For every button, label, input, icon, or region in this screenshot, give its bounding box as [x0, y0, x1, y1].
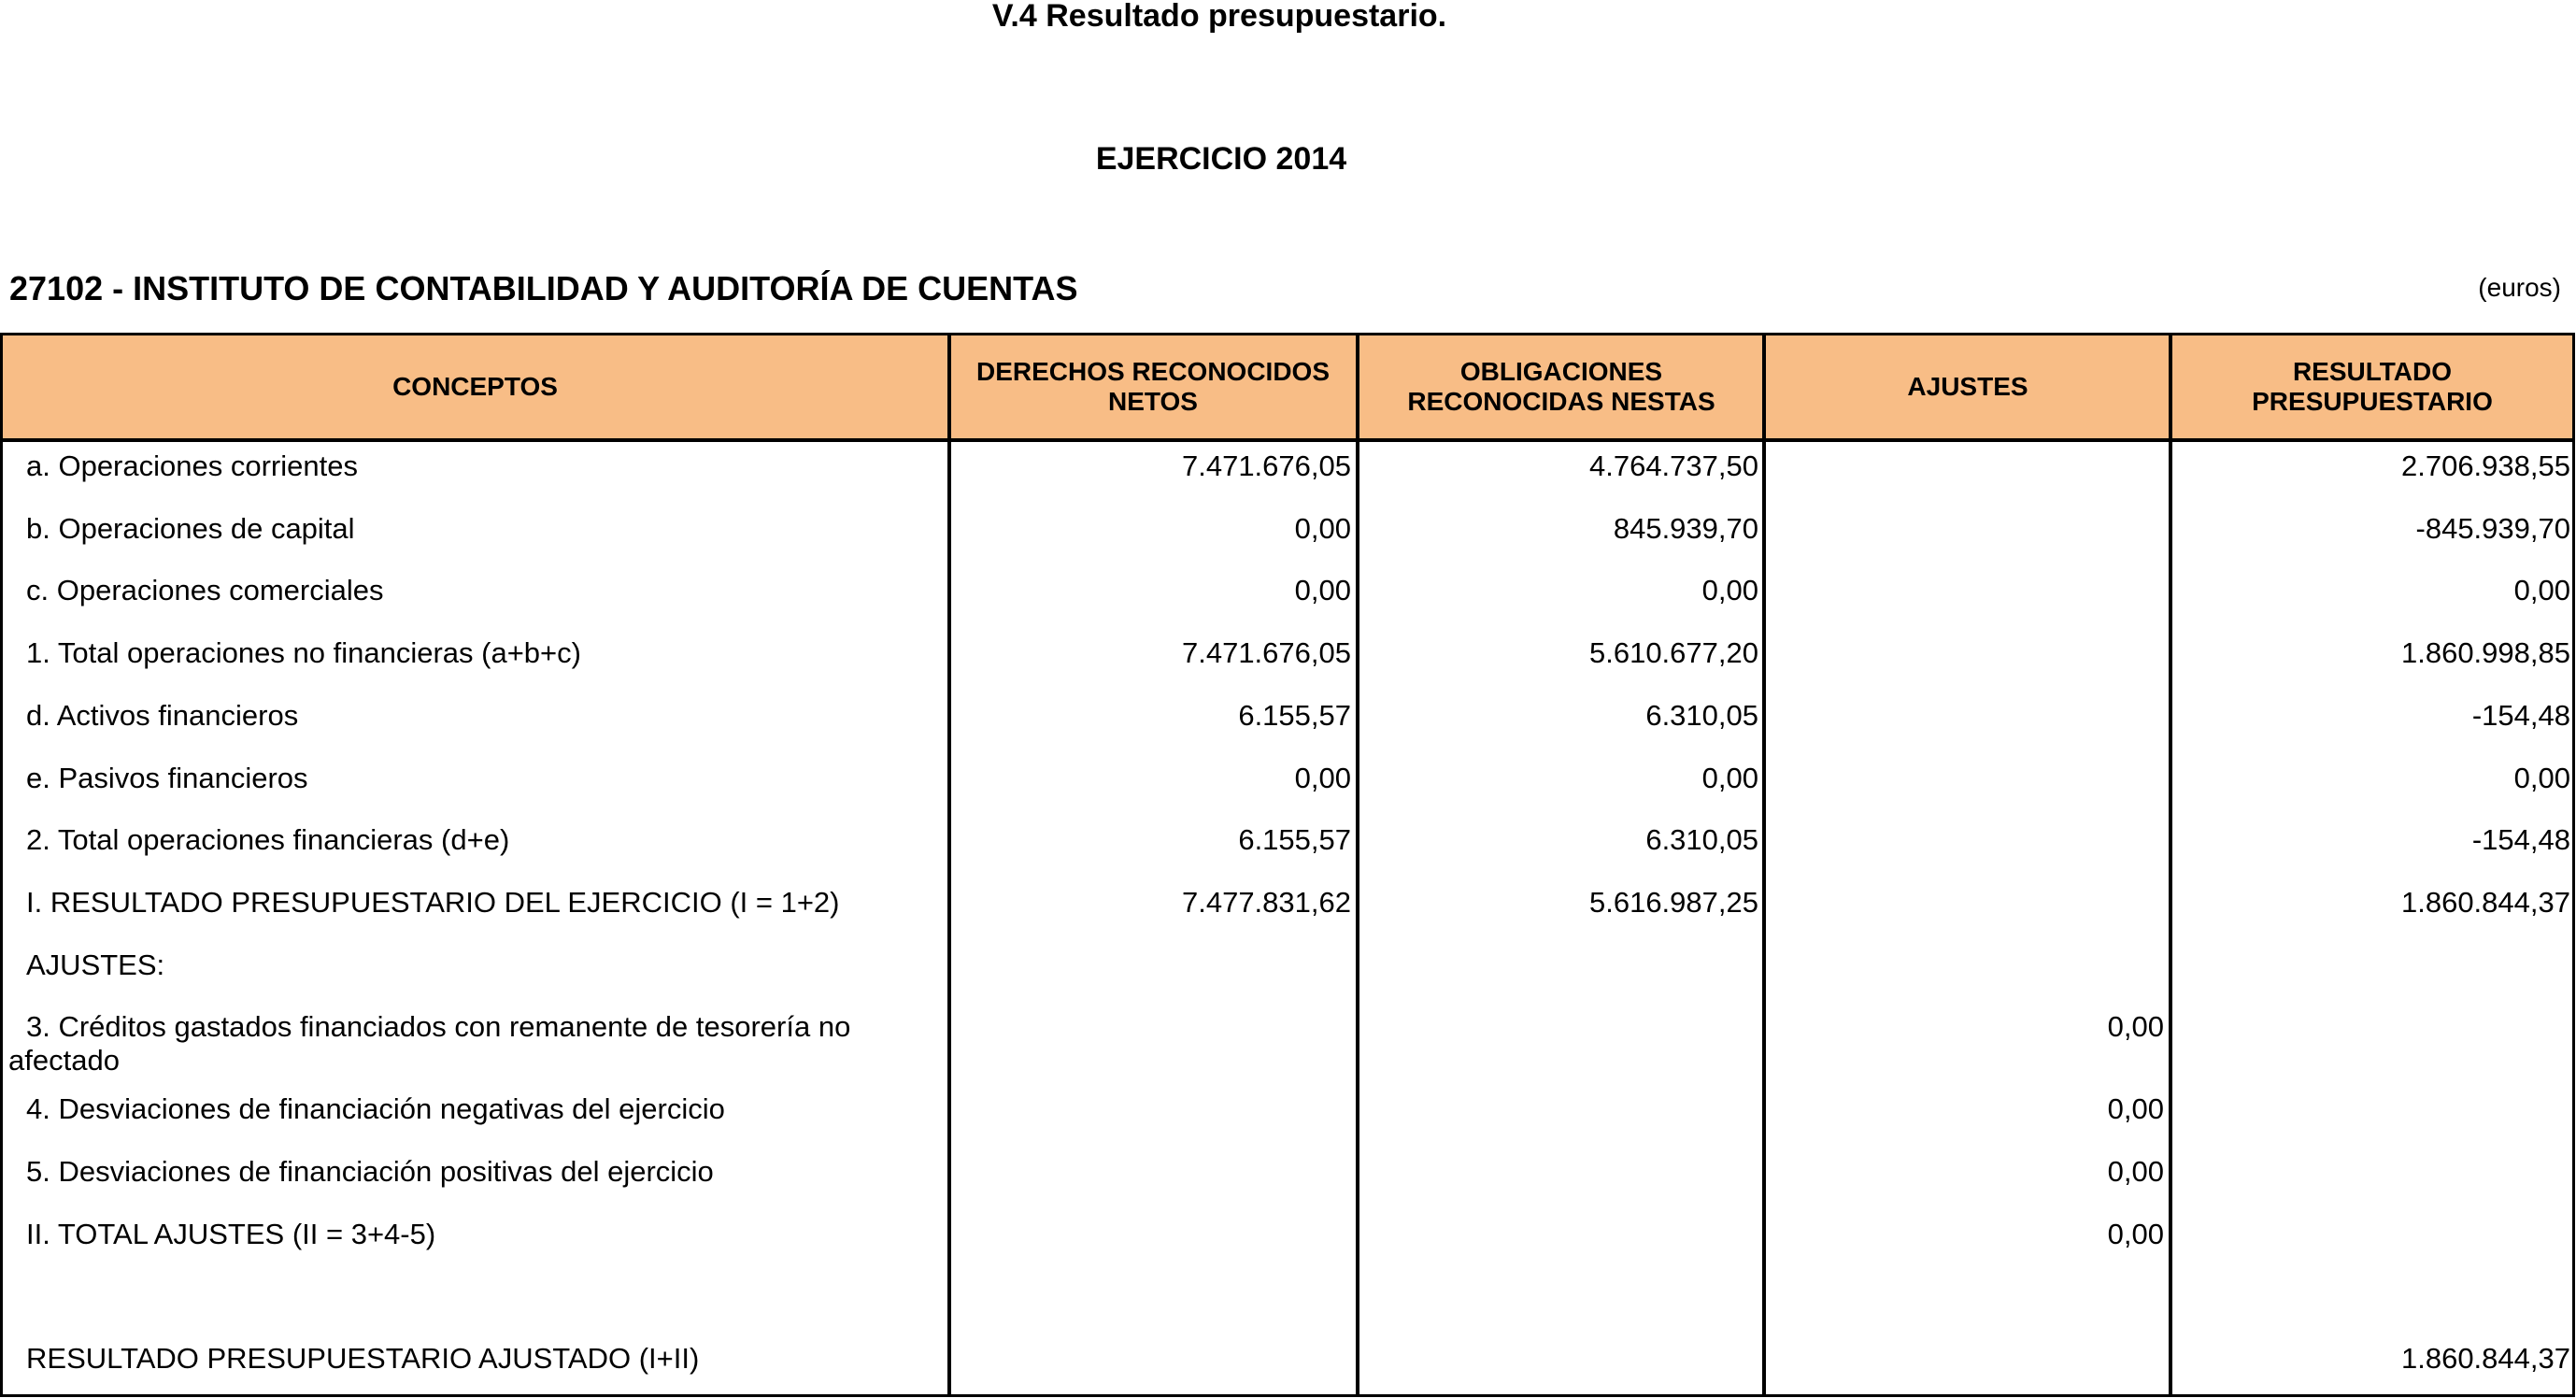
table-row	[3, 699, 2572, 755]
row-obligations: 5.616.987,25	[1588, 886, 1758, 919]
header-rights-line1: DERECHOS RECONOCIDOS	[975, 357, 1331, 386]
entity-title: 27102 - INSTITUTO DE CONTABILIDAD Y AUDITORÍA DE CUENTAS	[9, 269, 1078, 307]
row-result: 0,00	[2513, 574, 2570, 606]
row-concept: I. RESULTADO PRESUPUESTARIO DEL EJERCICIO (I = 1+2)	[26, 886, 840, 919]
row-rights: 7.477.831,62	[1181, 886, 1351, 919]
row-result: 1.860.844,37	[2400, 886, 2570, 919]
header-concepts	[3, 335, 947, 438]
row-obligations: 0,00	[1701, 574, 1758, 606]
table-row	[3, 636, 2572, 692]
row-adjustments: 0,00	[2107, 1010, 2164, 1043]
row-adjustments: 0,00	[2107, 1155, 2164, 1188]
row-concept: 5. Desviaciones de financiación positivas del ejercicio	[26, 1155, 714, 1188]
row-obligations: 6.310,05	[1645, 823, 1758, 856]
row-rights: 0,00	[1294, 574, 1351, 606]
header-adjustments	[1766, 335, 2170, 438]
row-concept: b. Operaciones de capital	[26, 512, 355, 545]
row-concept: 3. Créditos gastados financiados con remanente de tesorería no afectado	[8, 1010, 851, 1077]
header-concepts-label: CONCEPTOS	[392, 372, 558, 401]
row-concept: AJUSTES:	[26, 949, 165, 981]
row-concept: 2. Total operaciones financieras (d+e)	[26, 823, 510, 856]
header-rights-line2: NETOS	[1108, 387, 1198, 416]
table-row	[3, 1218, 2572, 1274]
table-row	[3, 1010, 2572, 1094]
units-label: (euros)	[2478, 273, 2561, 302]
row-concept: II. TOTAL AJUSTES (II = 3+4-5)	[26, 1218, 436, 1250]
report-title: V.4 Resultado presupuestario.	[991, 0, 1447, 34]
row-concept: e. Pasivos financieros	[26, 762, 308, 794]
row-rights: 6.155,57	[1238, 699, 1351, 732]
header-result-line1: RESULTADO	[2292, 357, 2453, 386]
table-row	[3, 949, 2572, 1005]
row-obligations: 6.310,05	[1645, 699, 1758, 732]
table-row	[3, 762, 2572, 818]
row-result: -154,48	[2471, 823, 2570, 856]
row-obligations: 4.764.737,50	[1588, 449, 1758, 482]
row-rights: 7.471.676,05	[1181, 449, 1351, 482]
table-row-total	[3, 1342, 2572, 1398]
table-row	[3, 823, 2572, 879]
row-rights: 0,00	[1294, 512, 1351, 545]
row-result: 1.860.844,37	[2400, 1342, 2570, 1375]
table-header	[3, 335, 2572, 442]
row-concept: 4. Desviaciones de financiación negativas del ejercicio	[26, 1092, 725, 1125]
row-rights: 7.471.676,05	[1181, 636, 1351, 669]
row-concept: c. Operaciones comerciales	[26, 574, 384, 606]
header-adjustments-label: AJUSTES	[1907, 372, 2028, 401]
header-obligations-line2: RECONOCIDAS NESTAS	[1407, 387, 1715, 416]
table-row	[3, 886, 2572, 942]
table-row	[3, 449, 2572, 506]
table-row	[3, 1155, 2572, 1211]
table-row	[3, 512, 2572, 568]
row-adjustments: 0,00	[2107, 1218, 2164, 1250]
budget-result-table	[0, 333, 2575, 1397]
row-concept: d. Activos financieros	[26, 699, 299, 732]
row-result: -154,48	[2471, 699, 2570, 732]
row-rights: 6.155,57	[1238, 823, 1351, 856]
row-rights: 0,00	[1294, 762, 1351, 794]
header-rights	[950, 335, 1356, 438]
row-result: 0,00	[2513, 762, 2570, 794]
row-concept: RESULTADO PRESUPUESTARIO AJUSTADO (I+II)	[26, 1342, 700, 1375]
row-result: -845.939,70	[2415, 512, 2570, 545]
table-row	[3, 1092, 2572, 1148]
row-obligations: 845.939,70	[1613, 512, 1758, 545]
header-obligations-line1: OBLIGACIONES	[1459, 357, 1663, 386]
table-row	[3, 574, 2572, 630]
row-result: 2.706.938,55	[2400, 449, 2570, 482]
row-obligations: 0,00	[1701, 762, 1758, 794]
row-result: 1.860.998,85	[2400, 636, 2570, 669]
header-result	[2172, 335, 2572, 438]
header-obligations	[1359, 335, 1763, 438]
header-result-line2: PRESUPUESTARIO	[2252, 387, 2493, 416]
row-adjustments: 0,00	[2107, 1092, 2164, 1125]
exercise-title: EJERCICIO 2014	[1095, 141, 1347, 177]
row-concept: 1. Total operaciones no financieras (a+b+c)	[26, 636, 581, 669]
row-obligations: 5.610.677,20	[1588, 636, 1758, 669]
row-concept: a. Operaciones corrientes	[26, 449, 358, 482]
